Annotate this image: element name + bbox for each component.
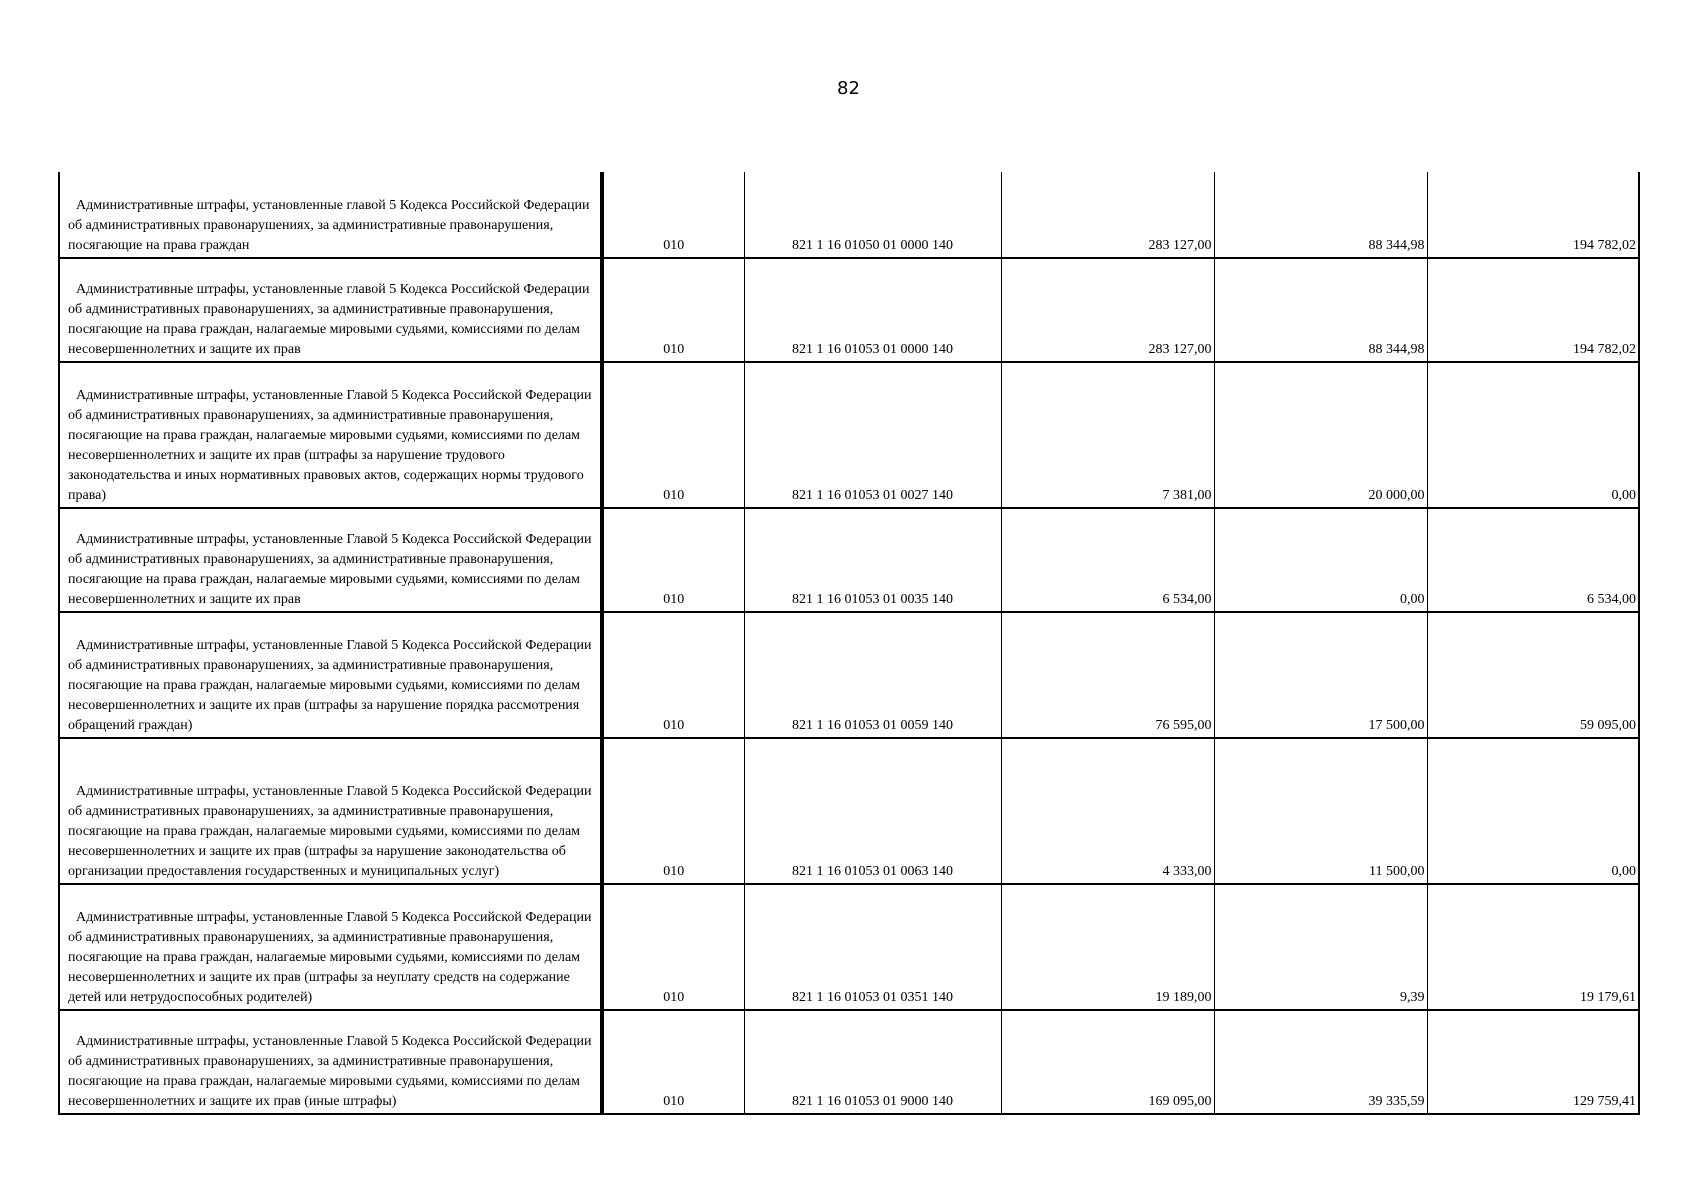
row-budget-code: 821 1 16 01053 01 0351 140 (744, 884, 1001, 1010)
row-name: Административные штрафы, установленные Главой 5 Кодекса Российской Федерации об административных правонарушениях, за административные правонарушения, посягающие на права граждан, налагаемые мировыми судьями, комиссиями по делам несовершеннолетних и защите их прав (иные штрафы) (59, 1010, 602, 1114)
table-row (59, 1010, 1639, 1114)
row-unexecuted: 129 759,41 (1427, 1010, 1639, 1114)
row-budget-code: 821 1 16 01053 01 0000 140 (744, 258, 1001, 362)
row-name: Административные штрафы, установленные главой 5 Кодекса Российской Федерации об административных правонарушениях, за административные правонарушения, посягающие на права граждан, налагаемые мировыми судьями, комиссиями по делам несовершеннолетних и защите их прав (59, 258, 602, 362)
row-name: Административные штрафы, установленные Главой 5 Кодекса Российской Федерации об административных правонарушениях, за административные правонарушения, посягающие на права граждан, налагаемые мировыми судьями, комиссиями по делам несовершеннолетних и защите их прав (59, 508, 602, 612)
row-executed: 20 000,00 (1214, 362, 1427, 508)
page-number: 82 (837, 78, 860, 99)
row-approved: 76 595,00 (1001, 612, 1214, 738)
row-executed: 9,39 (1214, 884, 1427, 1010)
row-name: Административные штрафы, установленные Главой 5 Кодекса Российской Федерации об административных правонарушениях, за административные правонарушения, посягающие на права граждан, налагаемые мировыми судьями, комиссиями по делам несовершеннолетних и защите их прав (штрафы за нарушение порядка рассмотрения обращений граждан) (59, 612, 602, 738)
row-approved: 6 534,00 (1001, 508, 1214, 612)
row-budget-code: 821 1 16 01053 01 9000 140 (744, 1010, 1001, 1114)
row-line-code: 010 (602, 884, 744, 1010)
row-budget-code: 821 1 16 01053 01 0059 140 (744, 612, 1001, 738)
row-approved: 169 095,00 (1001, 1010, 1214, 1114)
row-executed: 88 344,98 (1214, 172, 1427, 258)
row-approved: 19 189,00 (1001, 884, 1214, 1010)
row-approved: 7 381,00 (1001, 362, 1214, 508)
row-line-code: 010 (602, 612, 744, 738)
table-row (59, 884, 1639, 1010)
row-unexecuted: 0,00 (1427, 738, 1639, 884)
table-row (59, 172, 1639, 258)
row-executed: 39 335,59 (1214, 1010, 1427, 1114)
row-budget-code: 821 1 16 01050 01 0000 140 (744, 172, 1001, 258)
row-unexecuted: 194 782,02 (1427, 172, 1639, 258)
row-line-code: 010 (602, 362, 744, 508)
table-row (59, 738, 1639, 884)
row-line-code: 010 (602, 172, 744, 258)
row-executed: 11 500,00 (1214, 738, 1427, 884)
table-row (59, 258, 1639, 362)
table-row (59, 362, 1639, 508)
row-budget-code: 821 1 16 01053 01 0035 140 (744, 508, 1001, 612)
table-row (59, 508, 1639, 612)
row-name: Административные штрафы, установленные Главой 5 Кодекса Российской Федерации об административных правонарушениях, за административные правонарушения, посягающие на права граждан, налагаемые мировыми судьями, комиссиями по делам несовершеннолетних и защите их прав (штрафы за неуплату средств на содержание детей или нетрудоспособных родителей) (59, 884, 602, 1010)
row-line-code: 010 (602, 738, 744, 884)
table-row (59, 612, 1639, 738)
row-unexecuted: 194 782,02 (1427, 258, 1639, 362)
row-unexecuted: 6 534,00 (1427, 508, 1639, 612)
row-line-code: 010 (602, 508, 744, 612)
row-line-code: 010 (602, 258, 744, 362)
row-unexecuted: 0,00 (1427, 362, 1639, 508)
row-unexecuted: 59 095,00 (1427, 612, 1639, 738)
row-line-code: 010 (602, 1010, 744, 1114)
row-approved: 4 333,00 (1001, 738, 1214, 884)
revenue-table (58, 172, 1640, 1115)
row-name: Административные штрафы, установленные главой 5 Кодекса Российской Федерации об административных правонарушениях, за административные правонарушения, посягающие на права граждан (59, 172, 602, 258)
row-executed: 17 500,00 (1214, 612, 1427, 738)
row-budget-code: 821 1 16 01053 01 0063 140 (744, 738, 1001, 884)
row-budget-code: 821 1 16 01053 01 0027 140 (744, 362, 1001, 508)
row-name: Административные штрафы, установленные Главой 5 Кодекса Российской Федерации об административных правонарушениях, за административные правонарушения, посягающие на права граждан, налагаемые мировыми судьями, комиссиями по делам несовершеннолетних и защите их прав (штрафы за нарушение законодательства об организации предоставления государственных и муниципальных услуг) (59, 738, 602, 884)
row-name: Административные штрафы, установленные Главой 5 Кодекса Российской Федерации об административных правонарушениях, за административные правонарушения, посягающие на права граждан, налагаемые мировыми судьями, комиссиями по делам несовершеннолетних и защите их прав (штрафы за нарушение трудового законодательства и иных нормативных правовых актов, содержащих нормы трудового права) (59, 362, 602, 508)
row-executed: 88 344,98 (1214, 258, 1427, 362)
row-unexecuted: 19 179,61 (1427, 884, 1639, 1010)
row-approved: 283 127,00 (1001, 258, 1214, 362)
row-approved: 283 127,00 (1001, 172, 1214, 258)
row-executed: 0,00 (1214, 508, 1427, 612)
